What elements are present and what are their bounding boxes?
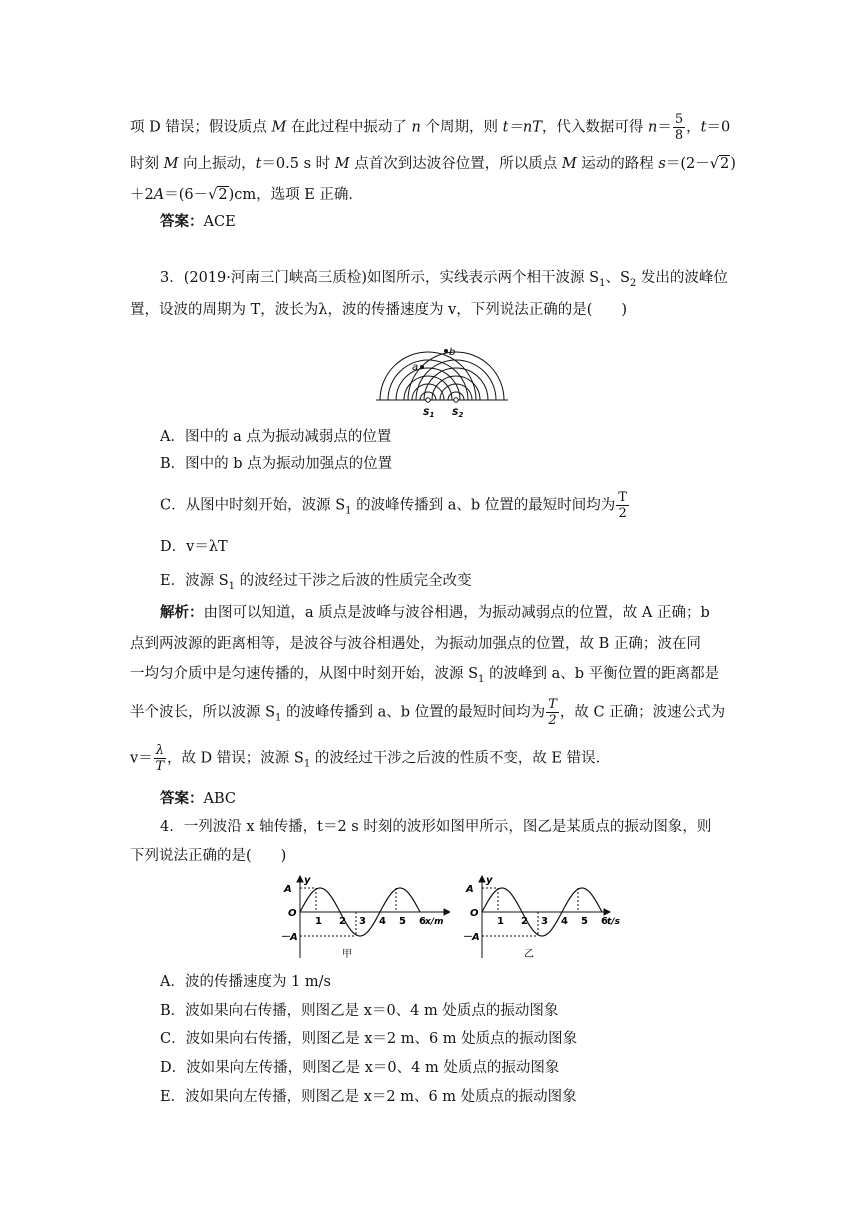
graph-yi-tick-4: 4: [561, 916, 568, 927]
graph-yi-taxis: t/s: [607, 917, 620, 927]
graph-yi-origin: O: [470, 908, 479, 919]
graph-yi-amp: A: [466, 884, 474, 895]
prev-answer: 答案：ACE: [160, 214, 236, 230]
prev-line-1: 项 D 错误；假设质点 M 在此过程中振动了 n 个周期，则 t＝nT，代入数据可得 n＝ $\frac{5}{8}$ ，t＝0: [130, 112, 731, 143]
label-s2: $S_2$: [452, 408, 464, 419]
label-b: b: [449, 347, 456, 358]
point-b-dot: [444, 349, 448, 353]
graph-yi-negamp: －A: [462, 932, 480, 943]
q4-option-e: E．波如果向左传播，则图乙是 x＝2 m、6 m 处质点的振动图象: [160, 1089, 577, 1105]
point-a-dot: [420, 365, 424, 369]
graph-jia-tick-1: 1: [315, 916, 322, 927]
graph-jia-tick-2: 2: [339, 916, 346, 927]
q4-option-c: C．波如果向右传播，则图乙是 x＝2 m、6 m 处质点的振动图象: [160, 1031, 578, 1047]
graph-yi-tick-1: 1: [497, 916, 504, 927]
graph-jia-tick-5: 5: [399, 916, 406, 927]
q3-option-e: E．波源 $S_1$ 的波经过干涉之后波的性质完全改变: [160, 573, 472, 592]
vibration-graph-yi: [462, 874, 632, 964]
graph-jia-tick-3: 3: [359, 916, 366, 927]
graph-yi-tick-5: 5: [581, 916, 588, 927]
q3-option-c: C．从图中时刻开始，波源 $S_1$ 的波峰传播到 a、b 位置的最短时间均为 $\frac{T}{2}$: [160, 490, 627, 521]
graph-yi-caption: 乙: [524, 949, 534, 960]
q3-explanation-line-2: 点到两波源的距离相等，是波谷与波谷相遇处，为振动加强点的位置，故 B 正确；波在同: [130, 636, 701, 652]
q4-option-d: D．波如果向左传播，则图乙是 x＝0、4 m 处质点的振动图象: [160, 1060, 560, 1076]
fraction-5-8: $\frac{5}{8}$: [674, 112, 684, 143]
source-s1-dot: [426, 398, 430, 402]
graph-yi-tick-6: 6: [601, 916, 608, 927]
graph-yi-tick-2: 2: [521, 916, 528, 927]
graph-jia-amp: A: [284, 884, 292, 895]
q3-explanation-line-3: 一均匀介质中是匀速传播的，从图中时刻开始，波源 $S_1$ 的波峰到 a、b 平衡位置的距离都是: [130, 666, 720, 685]
prev-line-2: 时刻 M 向上振动，t＝0.5 s 时 M 点首次到达波谷位置，所以质点 M 运动的路程 s＝(2－√2): [130, 156, 736, 172]
source-s2-dot: [454, 398, 458, 402]
fraction-t-2-b: $\frac{T}{2}$: [548, 697, 557, 728]
q3-option-d: D．v＝λT: [160, 539, 228, 555]
q3-stem-line-2: 置，设波的周期为 T，波长为λ，波的传播速度为 v，下列说法正确的是( ): [130, 302, 628, 318]
graph-jia-negamp: －A: [280, 932, 298, 943]
graph-yi-yaxis: y: [486, 875, 493, 886]
prev-line-3: ＋2A＝(6－√2)cm，选项 E 正确．: [130, 187, 363, 203]
label-a: a: [412, 362, 419, 373]
graph-jia-caption: 甲: [342, 949, 352, 960]
graph-jia-yaxis: y: [304, 875, 311, 886]
interference-figure: [372, 334, 512, 420]
q3-option-a: A．图中的 a 点为振动减弱点的位置: [160, 429, 392, 445]
q3-explanation-line-4: 半个波长，所以波源 $S_1$ 的波峰传播到 a、b 位置的最短时间均为 $\frac{T}{2}$ ，故 C 正确；波速公式为: [130, 697, 726, 728]
graph-jia-tick-4: 4: [379, 916, 386, 927]
q3-option-b: B．图中的 b 点为振动加强点的位置: [160, 456, 393, 472]
graph-yi-tick-3: 3: [541, 916, 548, 927]
fraction-lambda-t: $\frac{\lambda}{T}$: [155, 743, 165, 774]
q3-explanation-line-1: 解析：由图可以知道，a 质点是波峰与波谷相遇，为振动减弱点的位置，故 A 正确；b: [160, 605, 710, 621]
graph-jia-tick-6: 6: [419, 916, 426, 927]
fraction-t-2: $\frac{T}{2}$: [618, 490, 627, 521]
q3-explanation-line-5: v＝ $\frac{\lambda}{T}$ ，故 D 错误；波源 $S_1$ 的波经过干涉之后波的性质不变，故 E 错误．: [130, 743, 611, 774]
wave-graph-jia: [280, 874, 450, 964]
label-s1: $S_1$: [423, 408, 435, 419]
q3-stem-line-1: 3．(2019·河南三门峡高三质检)如图所示，实线表示两个相干波源 $S_1$、$S_2$ 发出的波峰位: [160, 270, 728, 289]
q3-answer: 答案：ABC: [160, 791, 236, 807]
q4-option-b: B．波如果向右传播，则图乙是 x＝0、4 m 处质点的振动图象: [160, 1003, 559, 1019]
graph-jia-origin: O: [288, 908, 297, 919]
q4-stem-line-1: 4．一列波沿 x 轴传播，t＝2 s 时刻的波形如图甲所示，图乙是某质点的振动图象，则: [160, 819, 712, 835]
q4-option-a: A．波的传播速度为 1 m/s: [160, 974, 331, 990]
graph-jia-xaxis: x/m: [425, 917, 444, 927]
q4-stem-line-2: 下列说法正确的是( ): [130, 848, 287, 864]
